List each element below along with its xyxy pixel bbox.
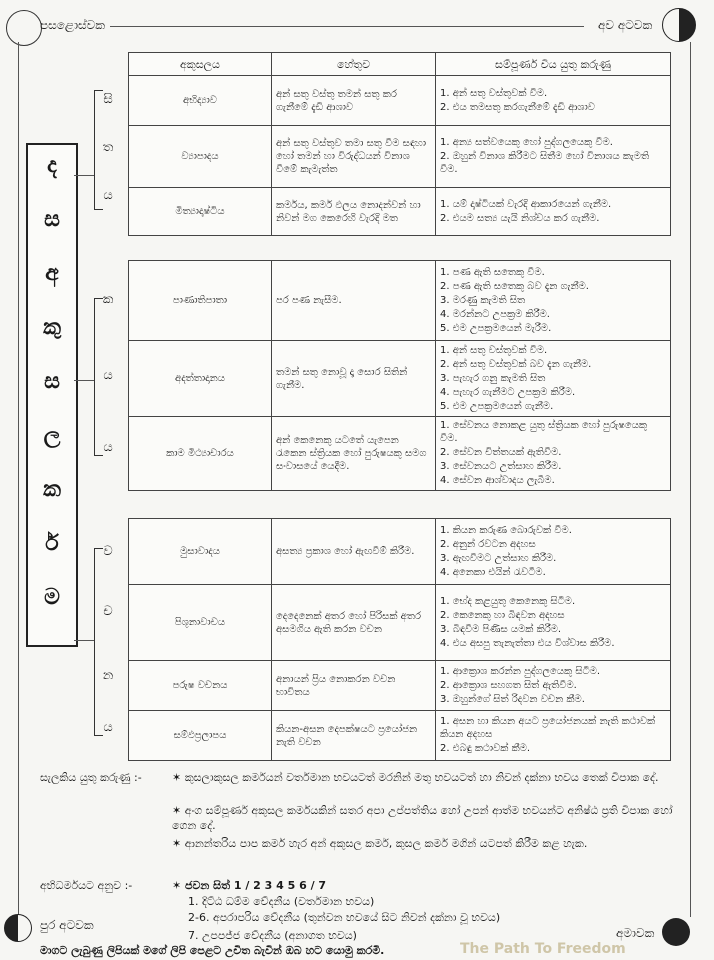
group-letter: ත	[102, 140, 114, 155]
requirement-item: 4. එය අසපු තැනැත්තා එය විශ්වාස කිරීම.	[440, 637, 615, 649]
requirement-item: 3. පැහැර ගනු කැමති සිත	[440, 372, 546, 384]
akusala-requirements	[436, 417, 671, 491]
col-header-akusala: අකුසලය	[129, 53, 272, 76]
akusala-cause: පර පණ නැසීම.	[272, 261, 436, 341]
javana-sub-item: 1. දිට්ඨ ධම්ම වේදනීය (වර්තමාන භවය)	[188, 895, 375, 908]
vertical-title-char: ර්	[45, 531, 59, 556]
requirement-item: 1. අන් සතු වස්තුවක් වීම.	[440, 87, 548, 99]
col-header-requirements: සම්පූර්ණ විය යුතු කරුණු	[436, 53, 671, 76]
vertical-title-char: ම	[44, 585, 60, 610]
full-moon-icon	[6, 10, 42, 46]
left-margin-rule	[18, 42, 19, 917]
notes-label: සැලකිය යුතු කරුණු :-	[40, 771, 142, 784]
akusala-requirements	[436, 711, 671, 761]
footer-left-label: පුර අටවක	[40, 918, 94, 932]
note-item: ✶ ආනන්තරිය පාප කර්ම හැර අන් අකුසල කර්ම, කුසල කර්ම මගින් යටපත් කිරීම කළ හැක.	[172, 837, 588, 850]
akusala-requirements	[436, 661, 671, 711]
group-letter: සි	[103, 92, 113, 107]
requirement-item: 2. අන් සතු වස්තුවක් බව දැන ගැනීම.	[440, 358, 592, 370]
group-letter: ච	[103, 604, 113, 619]
table-group-3	[128, 518, 671, 761]
requirement-item: 2. එයම සත්‍ය යැයි නිශ්චය කර ගැනීම.	[440, 212, 600, 224]
akusala-requirements	[436, 341, 671, 417]
new-moon-icon	[662, 918, 690, 946]
group-letter: න	[102, 668, 114, 683]
requirement-item: 3. මරණු කැමති සිත	[440, 294, 526, 306]
requirement-item: 2. ආක්‍රොශ සහගත සිත් ඇතිවීම.	[440, 679, 577, 691]
akusala-name: මුසාවාදය	[129, 519, 272, 585]
requirement-item: 2. එබඳු කථාවක් කීම.	[440, 743, 531, 754]
group-letter: ය	[103, 440, 113, 455]
akusala-cause: අසත්‍ය ප්‍රකාශ හෝ ඇඟවීම් කිරීම.	[272, 519, 436, 585]
requirement-item: 1. අන් සතු වස්තුවක් වීම.	[440, 344, 548, 356]
connector	[74, 175, 94, 176]
waxing-moon-icon	[4, 914, 32, 942]
table-group-1	[128, 52, 671, 236]
requirement-item: 1. අසන හා කියන අයට ප්‍රයෝජනයක් නැති කථාවක් කියන අදහස	[440, 716, 656, 740]
requirement-item: 5. එම උපක්‍රමයෙන් මැරීම.	[440, 322, 552, 334]
akusala-cause: දෙදෙනෙක් අතර හෝ පිරිසක් අතර අසමගිය ඇති කරන වචන	[272, 585, 436, 661]
footer-note: මාගට ලැබුණු ලිපියක් මගේ ලිපි පෙළට උචිත බැවින් ඔබ හට යොමු කරමි.	[40, 944, 385, 957]
group-letter: ය	[103, 368, 113, 383]
requirement-item: 2. එය තමසතු කරගැනීමේ දැඩි ආශාව	[440, 101, 595, 113]
vertical-title-char: අ	[45, 261, 59, 286]
akusala-name: අදත්තාදානය	[129, 341, 272, 417]
akusala-name: ව්‍යාපාදය	[129, 126, 272, 188]
header-right-label: අව අටවක	[598, 18, 653, 32]
vertical-title-char: ල	[43, 423, 61, 448]
vertical-title-char: ස	[44, 207, 60, 232]
requirement-item: 1. අන්‍ය සත්වයෙකු හෝ පුද්ගලයෙකු වීම.	[440, 137, 613, 148]
footer-right-label: අමාවක	[616, 926, 655, 940]
group-letter: ව	[103, 544, 113, 559]
connector	[74, 640, 94, 641]
akusala-cause: අන් සතු වස්තුව තමා සතු වීම සඳහා හෝ තමන් හා විරුද්ධයන් විනාශ වීමේ කැමැත්ත	[272, 126, 436, 188]
akusala-name: පරුෂ වචනය	[129, 661, 272, 711]
akusala-requirements	[436, 519, 671, 585]
akusala-requirements	[436, 126, 671, 188]
requirement-item: 3. සේවනයට උත්සාහ කිරීම.	[440, 461, 562, 472]
requirement-item: 3. ඇඟවීමට උත්සාහ කිරීම.	[440, 552, 557, 564]
requirement-item: 4. අනෙකා එයින් රැවටීම.	[440, 566, 546, 578]
javana-line: ✶ ජවන සිත් 1 / 2 3 4 5 6 / 7	[172, 879, 327, 892]
javana-sub-item: 7. උපපජ්ජ වේදනීය (අනාගත භවය)	[188, 929, 357, 942]
requirement-item: 5. එම උපක්‍රමයෙන් ගැනීම.	[440, 400, 554, 412]
akusala-cause: අන් කෙනෙකු යටතේ යැපෙන රැකෙන ස්ත්‍රියක හෝ පුරුෂයකු සමග සංවාසයේ යෙදීම.	[272, 417, 436, 491]
requirement-item: 1. යම් දෘෂ්ටියක් වැරදි ආකාරයෙන් ගැනීම.	[440, 198, 612, 210]
akusala-name: මිත්‍යාදෘෂ්ටිය	[129, 188, 272, 236]
akusala-cause: කර්මය, කර්ම ඵලය නොදන්වන් හා නිවන් මග කෙරෙහි වැරදි මත	[272, 188, 436, 236]
akusala-name: සම්ඵප්‍රලාපය	[129, 711, 272, 761]
requirement-item: 1. භේද කළයුතු කෙනෙකු සිටීම.	[440, 595, 576, 607]
requirement-item: 4. මරන්නට උපක්‍රම කිරීම.	[440, 308, 550, 320]
javana-sub-item: 2-6. අපරාපරිය වේදනීය (තුන්වන භවයේ සිට නිවන් දක්නා වූ භවය)	[188, 911, 501, 924]
requirement-item: 1. සේවනය නොකළ යුතු ස්ත්‍රියක හෝ පුරුෂයෙකු වීම.	[440, 420, 648, 444]
vertical-title-char: කු	[43, 315, 61, 340]
akusala-name: අභිද්‍යාව	[129, 76, 272, 126]
akusala-name: පිශුනාවාචය	[129, 585, 272, 661]
requirement-item: 2. කෙනෙකු හා බිඳවන අදහස	[440, 609, 565, 621]
col-header-cause: හේතුව	[272, 53, 436, 76]
requirement-item: 2. ඔහුන් විනාශ කිරීමට සිතීම හෝ විනාශය කැමති වීම.	[440, 151, 650, 175]
connector	[74, 380, 94, 381]
akusala-cause: අනායන් ප්‍රිය නොකරන වචන භාවිතය	[272, 661, 436, 711]
vertical-title-box	[26, 143, 78, 647]
requirement-item: 3. බිඳවීම පිණිස යමක් කිරීම.	[440, 623, 562, 635]
akusala-requirements	[436, 76, 671, 126]
abhidharma-label: අභිධර්මයට අනුව :-	[40, 879, 133, 892]
requirement-item: 1. ආක්‍රොශ කරන්න පුද්ගලයෙකු සිටීම.	[440, 665, 601, 677]
akusala-cause: කියන-අසන දෙපක්ෂයට ප්‍රයෝජන නැති වචන	[272, 711, 436, 761]
requirement-item: 2. සේවන චිත්තයක් ඇතිවීම.	[440, 447, 562, 458]
half-moon-icon	[662, 8, 696, 42]
requirement-item: 3. ඔහුන්ගේ සිත් රිදවන වචන කීම.	[440, 693, 585, 705]
requirement-item: 1. පණ ඇති සතෙකු වීම.	[440, 266, 545, 278]
vertical-title-char: ක	[43, 477, 61, 502]
header-left-label: පසළොස්වක	[40, 18, 106, 32]
brand-text: The Path To Freedom	[460, 941, 626, 957]
akusala-name: පාණාතිපාතා	[129, 261, 272, 341]
table-group-2	[128, 260, 671, 491]
requirement-item: 4. පැහැර ගැනීමට උපක්‍රම කිරීම.	[440, 386, 576, 398]
akusala-name: කාම මිථ්‍යාචාරය	[129, 417, 272, 491]
note-item: ✶ අංග සම්පූර්ණ අකුසල කර්මයකින් සතර අපා උප්පත්තිය හෝ උපන් ආත්ම භවයන්ට අනිෂ්ඨ ප්‍රති විපාක හෝ ගෙන දේ.	[172, 804, 673, 832]
group-letter: ය	[103, 188, 113, 203]
group3-bracket	[94, 548, 103, 736]
right-margin-rule	[690, 42, 691, 917]
note-item: ✶ කුසලාකුසල කර්මයන් වර්තමාන භවයටත් මරනින් මතු භවයටත් හා නිවන් දක්නා භවය තෙක් විපාක දේ.	[172, 771, 659, 784]
vertical-title-char: ස	[44, 369, 60, 394]
vertical-title-char: ද	[47, 153, 57, 178]
requirement-item: 2. පණ ඇති සතෙකු බව දැන ගැනීම.	[440, 280, 589, 292]
akusala-cause: අන් සතු වස්තු තමන් සතු කර ගැනීමේ දැඩි ආශාව	[272, 76, 436, 126]
akusala-requirements	[436, 188, 671, 236]
akusala-requirements	[436, 585, 671, 661]
group-letter: ය	[103, 720, 113, 735]
akusala-cause: තමන් සතු නොවූ දෑ සොර සිතින් ගැනීම.	[272, 341, 436, 417]
header-rule	[110, 26, 584, 27]
akusala-requirements	[436, 261, 671, 341]
group-letter: ක	[102, 292, 114, 307]
requirement-item: 4. සේවන ආශ්වාදය ලැබීම.	[440, 475, 555, 486]
requirement-item: 1. කියන කරුණ බොරුවක් වීම.	[440, 524, 572, 536]
requirement-item: 2. අනුන් රවටන අදහස	[440, 538, 536, 550]
